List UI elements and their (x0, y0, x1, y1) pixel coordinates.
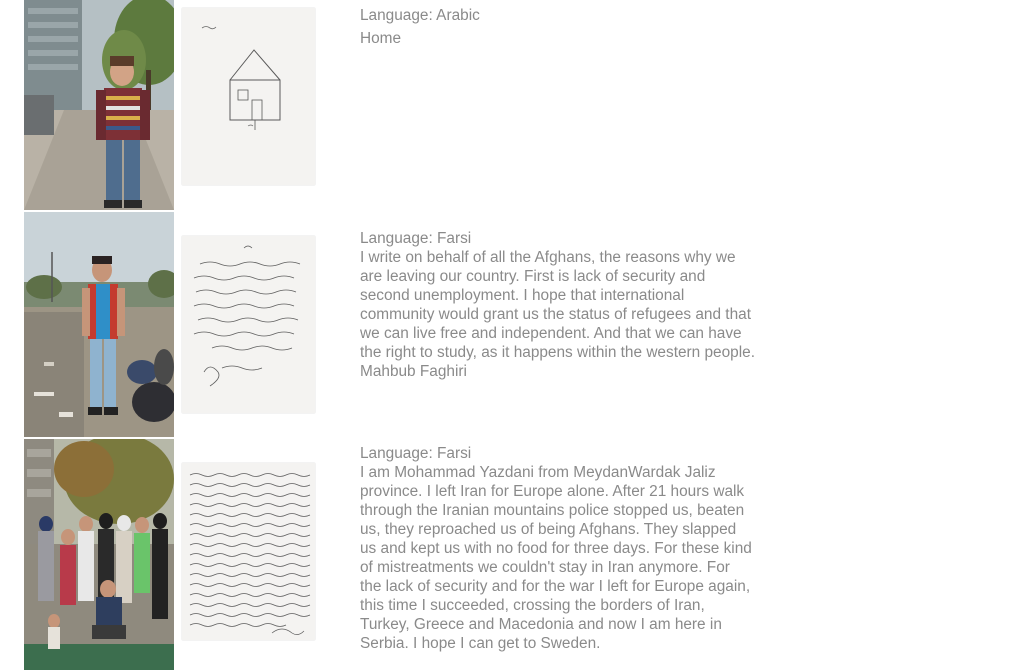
home-link[interactable]: Home (360, 30, 402, 47)
portrait-photo-image (24, 439, 174, 670)
story-body: I write on behalf of all the Afghans, the reasons why we are leaving our country. First is lack of security and second unemployment. I hope that international community would grant us the status of refugees and that we can live free and independent. And that we can have the right to study, as it happens within the western people. Mahbub Faghiri (360, 249, 755, 380)
portrait-photo (24, 212, 174, 437)
language-label: Language: Farsi (360, 445, 472, 462)
farsi-letter-image (182, 236, 315, 413)
story-text (360, 444, 755, 653)
portrait-photo (24, 439, 174, 670)
handwritten-letter (182, 463, 315, 640)
story-text (360, 229, 755, 381)
language-label: Language: Farsi (360, 230, 472, 247)
house-drawing-image (182, 8, 315, 185)
story-text (360, 6, 755, 48)
language-label: Language: Arabic (360, 7, 480, 24)
story-entry (0, 0, 1023, 210)
portrait-photo (24, 0, 174, 210)
farsi-letter-image (182, 463, 315, 640)
story-entry (0, 439, 1023, 670)
story-entry (0, 212, 1023, 437)
portrait-photo-image (24, 212, 174, 437)
portrait-photo-image (24, 0, 174, 210)
story-body: I am Mohammad Yazdani from MeydanWardak Jaliz province. I left Iran for Europe alone. After 21 hours walk through the Iranian mountains police stopped us, beaten us, they reproached us of being Afghans. They slapped us and kept us with no food for three days. For these kind of mistreatments we couldn't stay in Iran anymore. For the lack of security and for the war I left for Europe again, this time I succeeded, crossing the borders of Iran, Turkey, Greece and Macedonia and now I am here in Serbia. I hope I can get to Sweden. (360, 464, 752, 652)
handwritten-letter (182, 236, 315, 413)
handwritten-drawing (182, 8, 315, 185)
